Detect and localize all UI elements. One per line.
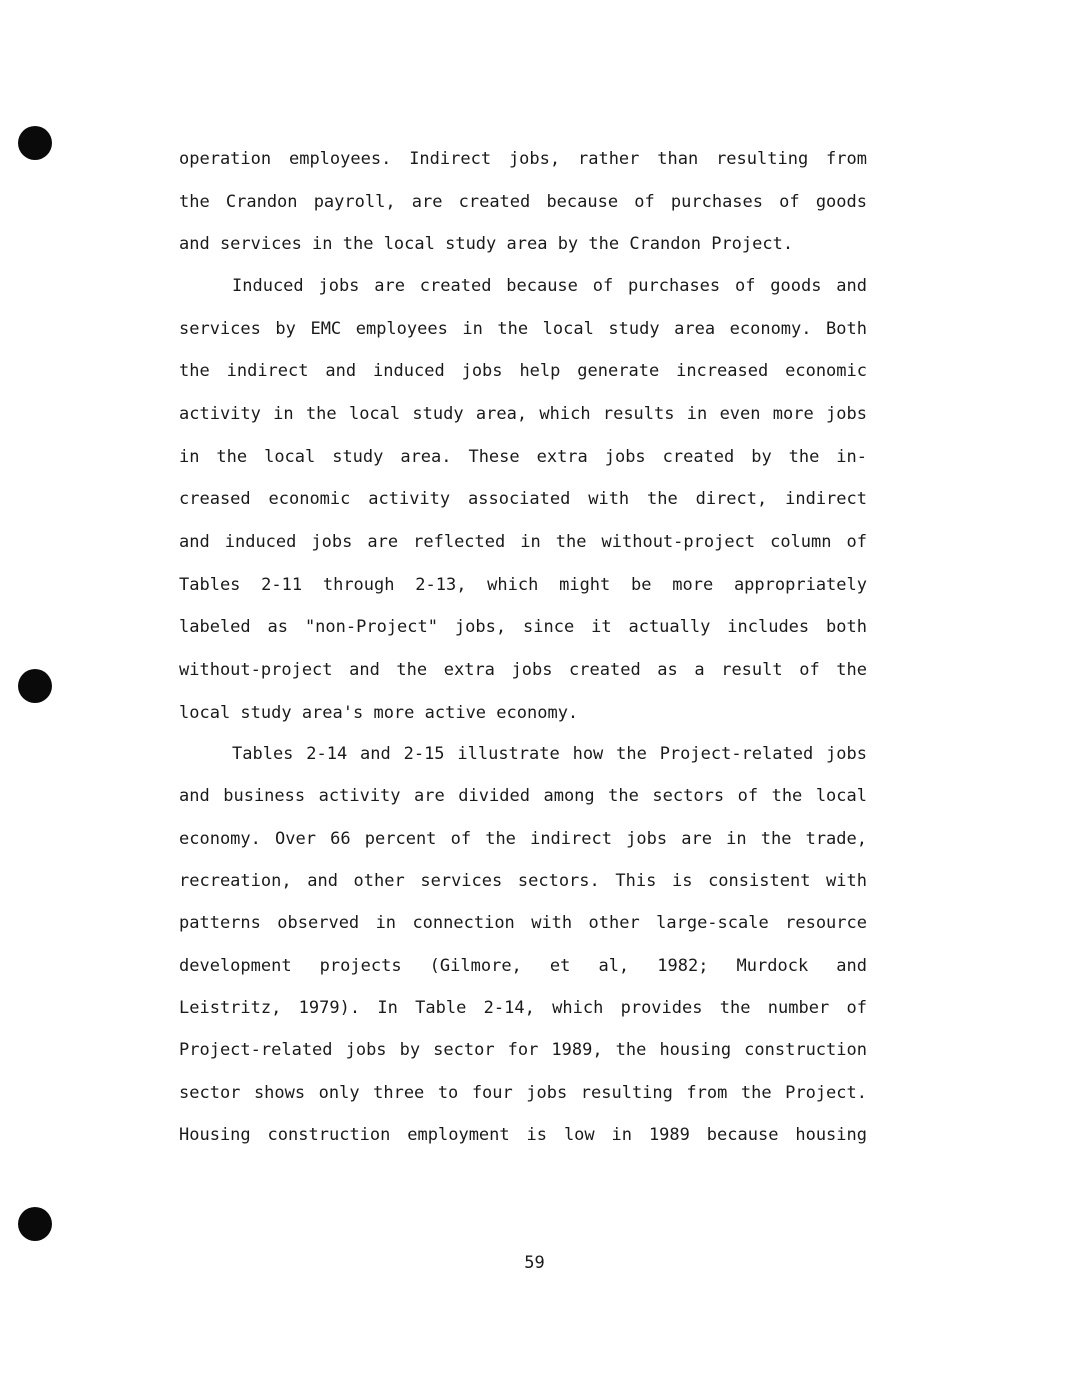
text-line: services by EMC employees in the local study area economy. Both	[179, 319, 867, 339]
binder-hole-middle	[18, 669, 52, 703]
text-line: the Crandon payroll, are created because of purchases of goods	[179, 192, 867, 212]
text-line: without-project and the extra jobs created as a result of the	[179, 660, 867, 680]
text-line: and induced jobs are reflected in the without-project column of	[179, 532, 867, 552]
binder-hole-top	[18, 126, 52, 160]
text-line: Tables 2-14 and 2-15 illustrate how the Project-related jobs	[232, 744, 867, 764]
text-line: creased economic activity associated with the direct, indirect	[179, 489, 867, 509]
text-line: Project-related jobs by sector for 1989, the housing construction	[179, 1040, 867, 1060]
text-line: and services in the local study area by the Crandon Project.	[179, 234, 794, 254]
page-number: 59	[524, 1253, 545, 1273]
text-line: Tables 2-11 through 2-13, which might be more appropriately	[179, 575, 867, 595]
text-line: Induced jobs are created because of purchases of goods and	[232, 276, 867, 296]
text-line: Leistritz, 1979). In Table 2-14, which provides the number of	[179, 998, 867, 1018]
text-line: in the local study area. These extra jobs created by the in-	[179, 447, 867, 467]
binder-hole-bottom	[18, 1207, 52, 1241]
text-line: the indirect and induced jobs help generate increased economic	[179, 361, 867, 381]
text-line: and business activity are divided among the sectors of the local	[179, 786, 867, 806]
text-line: economy. Over 66 percent of the indirect jobs are in the trade,	[179, 829, 867, 849]
text-line: local study area's more active economy.	[179, 703, 579, 723]
text-line: development projects (Gilmore, et al, 1982; Murdock and	[179, 956, 867, 976]
text-line: Housing construction employment is low in 1989 because housing	[179, 1125, 867, 1145]
text-line: recreation, and other services sectors. This is consistent with	[179, 871, 867, 891]
text-line: sector shows only three to four jobs resulting from the Project.	[179, 1083, 867, 1103]
text-line: activity in the local study area, which results in even more jobs	[179, 404, 867, 424]
text-line: labeled as "non-Project" jobs, since it actually includes both	[179, 617, 867, 637]
text-line: patterns observed in connection with other large-scale resource	[179, 913, 867, 933]
text-line: operation employees. Indirect jobs, rather than resulting from	[179, 149, 867, 169]
